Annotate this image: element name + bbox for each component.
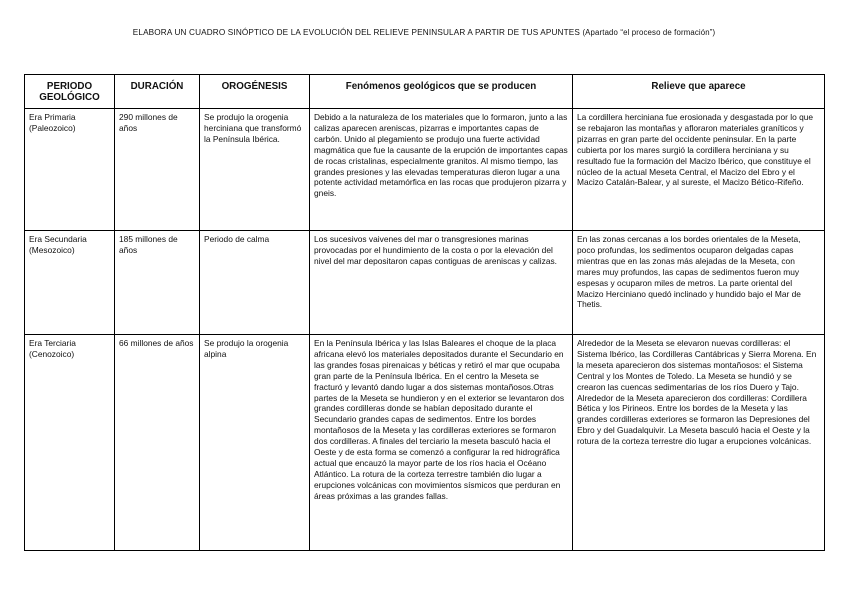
heading-main: ELABORA UN CUADRO SINÓPTICO DE LA EVOLUCIÓN DEL RELIEVE PENINSULAR A PARTIR DE TUS APUNTES (132, 28, 580, 37)
table-row (25, 109, 825, 231)
synoptic-table (24, 74, 825, 551)
header-orogenesis: OROGÉNESIS (200, 75, 310, 109)
cell-phenomena: Debido a la naturaleza de los materiales que lo formaron, junto a las calizas aparecen areniscas, pizarras e importantes capas de carbón. Unido al plegamiento se produjo una fuerte actividad magmática que fue la causante de la erupción de importantes capas de rocas cristalinas, especialmente granitos. Al mismo tiempo, las grandes presiones y las elevadas temperaturas dieron lugar a una potente actividad metamórfica en las rocas que produjeron pizarra y gneis. (310, 109, 573, 231)
cell-duration: 290 millones de años (115, 109, 200, 231)
cell-relief: En las zonas cercanas a los bordes orientales de la Meseta, poco profundas, los sedimentos ocuparon delgadas capas mientras que en las zonas más alejadas de la Meseta, con mares muy profundos, las capas de sedimentos fueron muy espesas y ocuparon miles de metros. La parte oriental del Macizo Herciniano quedó inclinado y hundido bajo el Mar de Thetis. (573, 231, 825, 335)
cell-phenomena: En la Península Ibérica y las Islas Baleares el choque de la placa africana elevó los materiales depositados durante el Secundario en las grandes fosas pirenaicas y béticas y retiró el mar que ocupaba gran parte de la Península Ibérica. En el centro la Meseta se fracturó y levantó dando lugar a dos sistemas montañosos.Otras partes de la Meseta se hundieron y en el exterior se levantaron dos grandes cordilleras donde se habían depositado durante el Secundario grandes capas de sedimentos. Entre los bordes montañosos de la Meseta y las cordilleras exteriores se formaron dos cordilleras. A finales del terciario la meseta basculó hacia el Oeste y de esta forma se comenzó a configurar la red hidrográfica actual que encauzó la mayor parte de los ríos hacia el Océano Atlántico. La rotura de la corteza terrestre también dio lugar a erupciones volcánicas con movimientos sísmicos que perduran en áreas próximas a las grandes fallas. (310, 335, 573, 551)
cell-relief: La cordillera herciniana fue erosionada y desgastada por lo que se rebajaron las montañas y afloraron materiales graníticos y pizarras en gran parte del occidente peninsular. En la parte cubierta por los mares surgió la cordillera herciniana y su resultado fue la formación del Macizo Ibérico, que constituye el núcleo de la actual Meseta Central, el Macizo del Ebro y el Macizo Catalán-Balear, y al sureste, el Macizo Bético-Rifeño. (573, 109, 825, 231)
header-relief: Relieve que aparece (573, 75, 825, 109)
cell-period: Era Primaria (Paleozoico) (25, 109, 115, 231)
cell-duration: 66 millones de años (115, 335, 200, 551)
cell-orogenesis: Periodo de calma (200, 231, 310, 335)
header-period: PERIODO GEOLÓGICO (25, 75, 115, 109)
cell-period: Era Terciaria (Cenozoico) (25, 335, 115, 551)
table-row (25, 231, 825, 335)
document-heading (0, 28, 848, 37)
header-phenomena: Fenómenos geológicos que se producen (310, 75, 573, 109)
cell-orogenesis: Se produjo la orogenia herciniana que transformó la Península Ibérica. (200, 109, 310, 231)
table-header-row (25, 75, 825, 109)
cell-period: Era Secundaria (Mesozoico) (25, 231, 115, 335)
table-row (25, 335, 825, 551)
cell-orogenesis: Se produjo la orogenia alpina (200, 335, 310, 551)
cell-phenomena: Los sucesivos vaivenes del mar o transgresiones marinas provocadas por el hundimiento de la costa o por la elevación del nivel del mar depositaron capas contiguas de areniscas y calizas. (310, 231, 573, 335)
header-duration: DURACIÓN (115, 75, 200, 109)
cell-duration: 185 millones de años (115, 231, 200, 335)
cell-relief: Alrededor de la Meseta se elevaron nuevas cordilleras: el Sistema Ibérico, las Cordilleras Cantábricas y Sierra Morena. En la meseta aparecieron dos sistemas montañosos: el Sistema Central y los Montes de Toledo. La Meseta se hundió y se crearon las cuencas sedimentarias de los ríos Duero y Tajo. Alrededor de la Meseta aparecieron dos cordilleras: Cordillera Bética y los Pirineos. Entre los bordes de la Meseta y las grandes cordilleras exteriores se formaron las Depresiones del Ebro y del Guadalquivir. La Meseta basculó hacia el Oeste y la rotura de la corteza terrestre dio lugar a erupciones volcánicas. (573, 335, 825, 551)
heading-sub: (Apartado “el proceso de formación”) (582, 28, 716, 37)
